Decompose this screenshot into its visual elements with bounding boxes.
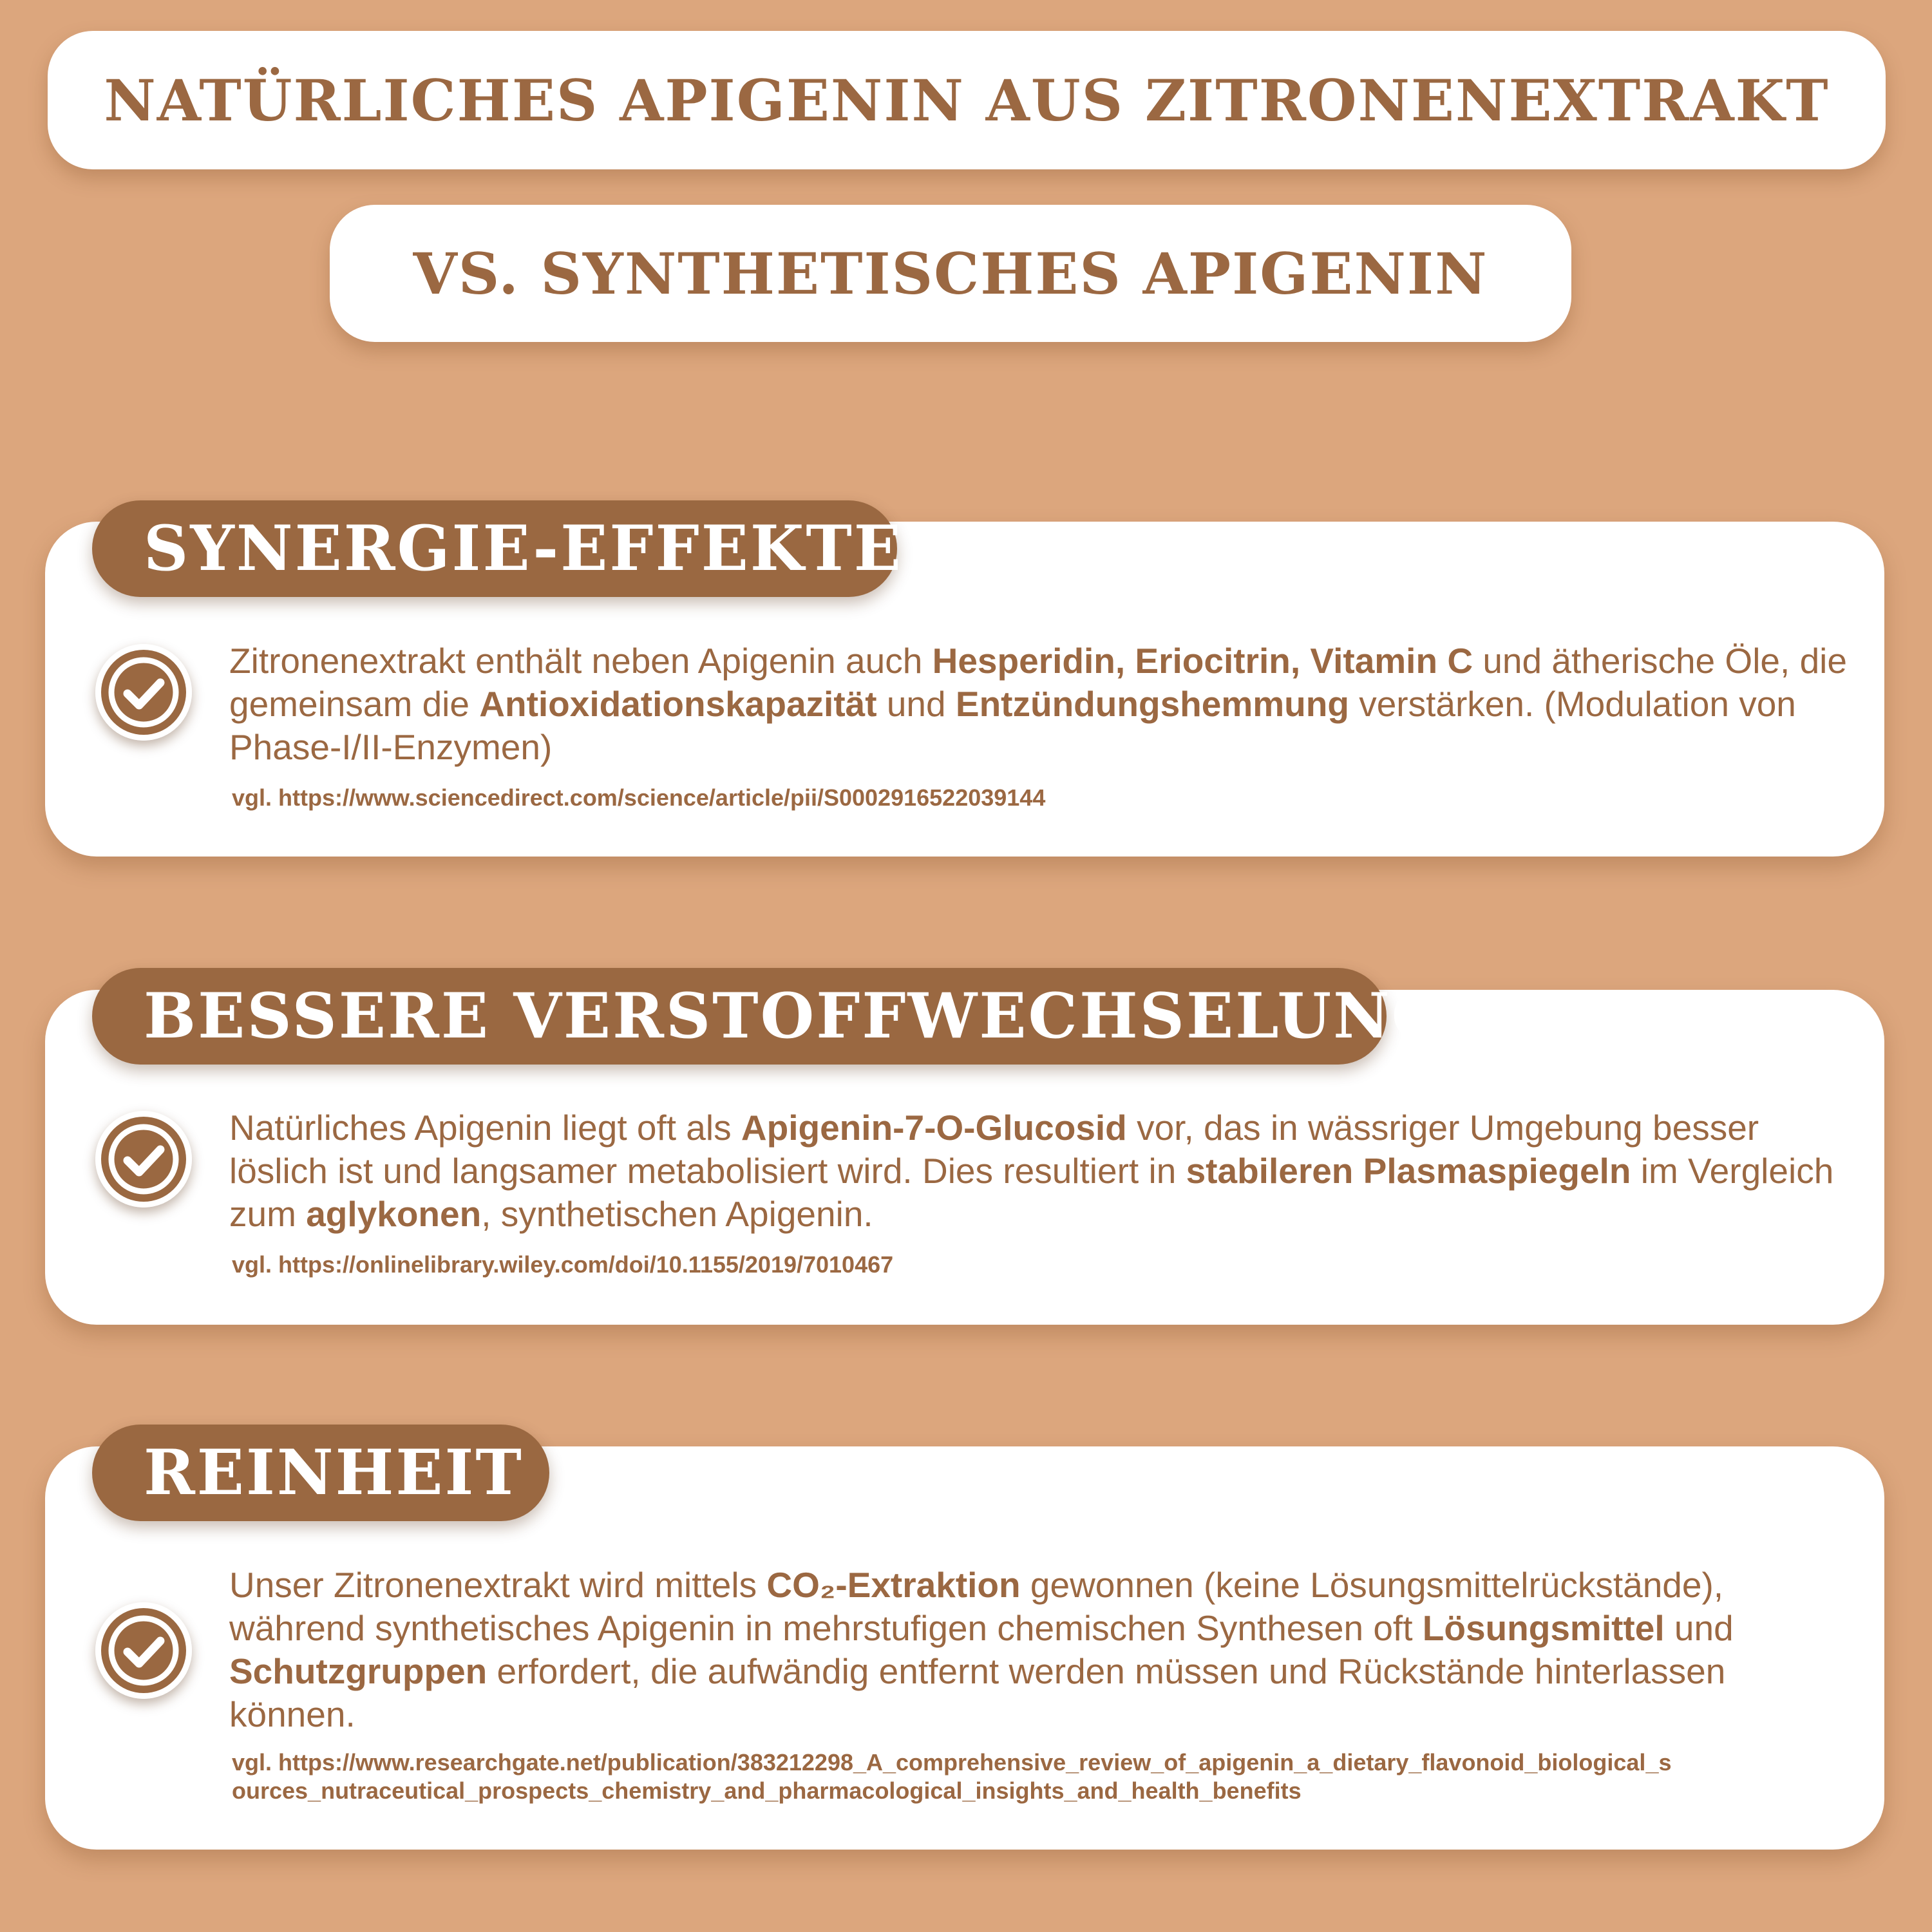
title-line-2 (330, 205, 1571, 342)
section-heading-synergie (92, 500, 903, 597)
highlight-term: Lösungsmittel (1422, 1608, 1665, 1648)
title-line-1-text: NATÜRLICHES APIGENIN AUS ZITRONENEXTRAKT (104, 66, 1830, 134)
section-heading-verstoffwechselung (92, 968, 1446, 1065)
highlight-term: aglykonen (306, 1194, 482, 1234)
section-body-text (229, 1564, 1775, 1736)
check-circle-icon (95, 1602, 192, 1699)
section-heading-text: SYNERGIE-EFFEKTE (144, 512, 903, 585)
body-segment: gewonnen (keine Lösungsmittelrückstände), während synthetisches Apigenin in mehrstufigen chemischen Synthesen oft (229, 1565, 1724, 1648)
highlight-term: Antioxidationskapazität (479, 684, 877, 724)
section-body-text (229, 1106, 1852, 1236)
title-line-1 (48, 31, 1886, 169)
highlight-term: Schutzgruppen (229, 1651, 488, 1691)
section-heading-text: REINHEIT (144, 1436, 524, 1509)
body-segment: und (876, 684, 956, 724)
reference-link[interactable]: vgl. https://www.sciencedirect.com/science/article/pii/S0002916522039144 (232, 784, 1046, 811)
body-segment: und ätherische Öle, die gemeinsam die (229, 641, 1847, 724)
section-heading-reinheit (92, 1425, 549, 1521)
highlight-term: Hesperidin, Eriocitrin, Vitamin C (932, 641, 1473, 681)
body-segment: verstärken. (Modulation von Phase-I/II-Enzymen) (229, 684, 1796, 767)
reference-link[interactable]: vgl. https://onlinelibrary.wiley.com/doi/10.1155/2019/7010467 (232, 1251, 894, 1278)
highlight-term: stabileren Plasmaspiegeln (1186, 1151, 1631, 1191)
body-segment: erfordert, die aufwändig entfernt werden müssen und Rückstände hinterlassen können. (229, 1651, 1726, 1734)
reference-link[interactable]: vgl. https://www.researchgate.net/publication/383212298_A_comprehensive_review_of_apigenin_a_dietary_flavonoid_biological_sources_nutraceutical_prospects_chemistry_and_pharmacological_insights_and_health_benefits (232, 1749, 1672, 1804)
section-heading-text: BESSERE VERSTOFFWECHSELUNG (144, 980, 1446, 1052)
check-circle-icon (95, 644, 192, 741)
body-segment: , synthetischen Apigenin. (481, 1194, 873, 1234)
title-line-2-text: VS. SYNTHETISCHES APIGENIN (413, 240, 1488, 307)
body-segment: Zitronenextrakt enthält neben Apigenin auch (229, 641, 933, 681)
body-segment: Unser Zitronenextrakt wird mittels (229, 1565, 767, 1605)
highlight-term: CO₂-Extraktion (766, 1565, 1021, 1605)
check-circle-icon (95, 1111, 192, 1208)
body-segment: Natürliches Apigenin liegt oft als (229, 1108, 741, 1148)
body-segment: im Vergleich zum (229, 1151, 1834, 1234)
body-segment: vor, das in wässriger Umgebung besser löslich ist und langsamer metabolisiert wird. Dies resultiert in (229, 1108, 1759, 1191)
highlight-term: Entzündungshemmung (955, 684, 1349, 724)
highlight-term: Apigenin-7-O-Glucosid (741, 1108, 1127, 1148)
body-segment: und (1664, 1608, 1734, 1648)
section-body-text (229, 639, 1852, 769)
